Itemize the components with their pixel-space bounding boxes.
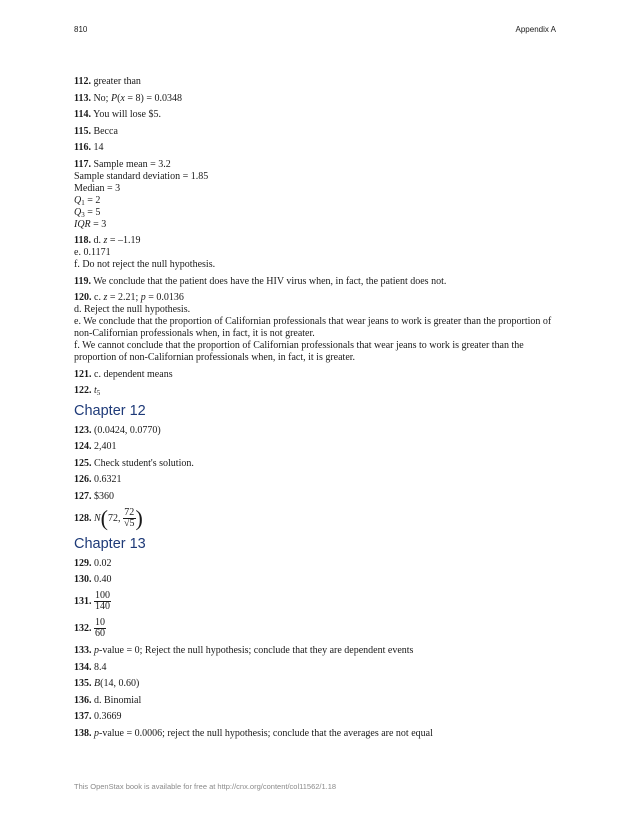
- answer-number: 137.: [74, 711, 92, 722]
- answer-number: 132.: [74, 622, 92, 634]
- answer-text: 14: [93, 142, 104, 153]
- answer-text: = 8) = 0.0348: [124, 92, 182, 104]
- answer-text: d. Binomial: [94, 694, 142, 706]
- answer-text: (0.0424, 0.0770): [94, 424, 161, 436]
- sample-sd: Sample standard deviation = 1.85: [74, 170, 209, 182]
- answer-number: 121.: [74, 368, 92, 380]
- answer-123: [74, 425, 556, 437]
- answer-text: 0.40: [94, 574, 112, 585]
- answer-number: 127.: [74, 490, 92, 502]
- part-e: e. We conclude that the proportion of Californian professionals that wear jeans to work is greater than the proportion of non-Californian professionals when, in fact, it is not greater.: [74, 316, 552, 339]
- answer-118: [74, 235, 556, 271]
- answer-text: -value = 0.0006; reject the null hypothesis; conclude that the averages are not equal: [99, 727, 433, 739]
- answer-128: [74, 505, 556, 530]
- p-symbol: p: [94, 645, 99, 656]
- answer-127: [74, 491, 556, 503]
- answer-number: 119.: [74, 275, 91, 287]
- answer-125: [74, 458, 556, 470]
- q3-value: = 5: [84, 206, 101, 218]
- fraction-numerator: 72: [124, 506, 135, 518]
- p-symbol: p: [94, 727, 99, 739]
- part-e: e. 0.1171: [74, 247, 111, 258]
- answer-number: 116.: [74, 142, 91, 153]
- z-symbol: z: [103, 235, 108, 246]
- section-title: Appendix A: [515, 25, 556, 34]
- answer-138: [74, 728, 556, 740]
- answer-number: 129.: [74, 557, 92, 569]
- answer-number: 133.: [74, 645, 92, 656]
- answer-text: 0.02: [94, 557, 112, 569]
- answer-text: You will lose $5.: [93, 109, 161, 120]
- answer-130: [74, 574, 556, 586]
- answer-text: 8.4: [94, 661, 107, 673]
- std-error-fraction: [123, 508, 136, 529]
- z-value: = –1.19: [107, 235, 141, 246]
- median: Median = 3: [74, 182, 121, 194]
- answer-124: [74, 441, 556, 453]
- answer-text: 0.3669: [94, 711, 122, 722]
- answer-113: 113. No; P(x = 8) = 0.0348: [74, 92, 182, 104]
- fraction-denominator: 60: [95, 628, 105, 639]
- chapter-12-heading: Chapter 12: [74, 402, 146, 419]
- answer-number: 124.: [74, 441, 92, 452]
- normal-symbol: N: [94, 512, 101, 524]
- p-symbol: p: [140, 292, 146, 303]
- answer-115: [74, 126, 556, 138]
- answer-132: [74, 618, 556, 639]
- chapter-13-heading: Chapter 13: [74, 535, 146, 552]
- right-paren: ): [135, 505, 143, 530]
- iqr-value: = 3: [90, 218, 107, 230]
- q3-symbol: Q: [74, 206, 82, 218]
- fraction-denominator: 140: [95, 601, 110, 612]
- part-f: f. We cannot conclude that the proportion of Californian professionals that wear jeans to work is greater than the proportion of non-Californian professionals when, in fact, it is greater.: [74, 340, 524, 363]
- answer-129: [74, 558, 556, 570]
- fraction: [94, 591, 111, 612]
- q1-symbol: Q: [74, 194, 82, 206]
- part-f: f. Do not reject the null hypothesis.: [74, 259, 216, 270]
- answer-133: [74, 645, 556, 657]
- answer-list: [74, 76, 556, 744]
- answer-number: 136.: [74, 694, 92, 706]
- answer-number: 117.: [74, 158, 91, 170]
- q1-subscript: 1: [81, 198, 85, 207]
- answer-text: (14, 0.60): [100, 678, 140, 689]
- part-d: d. Reject the null hypothesis.: [74, 304, 191, 315]
- fraction: [94, 618, 106, 639]
- answer-text: We conclude that the patient does have the HIV virus when, in fact, the patient does not.: [93, 275, 447, 287]
- answer-number: 115.: [74, 125, 91, 137]
- answer-number: 118.: [74, 235, 91, 246]
- answer-number: 130.: [74, 574, 92, 585]
- fraction-numerator: 10: [95, 617, 105, 628]
- part-label: d.: [93, 235, 104, 246]
- page-number: 810: [74, 25, 88, 34]
- answer-number: 126.: [74, 474, 92, 485]
- answer-134: [74, 662, 556, 674]
- sample-mean: Sample mean = 3.2: [93, 158, 171, 170]
- q3-subscript: 3: [81, 210, 85, 219]
- answer-112: [74, 76, 556, 88]
- variable-x: x: [120, 92, 125, 104]
- answer-120: [74, 292, 556, 364]
- answer-text: Becca: [93, 125, 118, 137]
- part-label: c.: [94, 292, 104, 303]
- iqr-symbol: IQR: [74, 218, 91, 230]
- answer-number: 125.: [74, 457, 92, 469]
- answer-number: 113.: [74, 92, 91, 104]
- mean-value: 72,: [108, 512, 121, 524]
- answer-122: [74, 385, 556, 397]
- left-paren: (: [100, 505, 108, 530]
- q1-line: [74, 195, 556, 207]
- prob-symbol: P: [110, 92, 118, 104]
- z-symbol: z: [103, 292, 108, 303]
- answer-137: [74, 711, 556, 723]
- answer-117: [74, 159, 556, 231]
- t-subscript: 5: [96, 389, 101, 397]
- z-value: = 2.21;: [107, 292, 141, 303]
- footer-note: This OpenStax book is available for free at http://cnx.org/content/col11562/1.18: [74, 782, 337, 791]
- binomial-symbol: B: [94, 678, 101, 689]
- answer-131: [74, 591, 556, 612]
- answer-119: [74, 276, 556, 288]
- answer-number: 138.: [74, 727, 92, 739]
- answer-number: 122.: [74, 385, 92, 396]
- answer-126: [74, 474, 556, 486]
- answer-text: c. dependent means: [94, 368, 173, 380]
- answer-text: -value = 0; Reject the null hypothesis; conclude that they are dependent events: [99, 645, 414, 656]
- answer-135: [74, 678, 556, 690]
- answer-text: 0.6321: [94, 474, 122, 485]
- fraction-denominator: √5: [124, 517, 135, 529]
- answer-number: 112.: [74, 76, 91, 87]
- answer-121: [74, 369, 556, 381]
- answer-text: No;: [93, 92, 111, 104]
- answer-116: [74, 142, 556, 154]
- t-symbol: t: [94, 385, 97, 396]
- answer-text: $360: [94, 490, 114, 502]
- answer-text: Check student's solution.: [94, 457, 194, 469]
- q1-value: = 2: [84, 194, 101, 206]
- p-value: = 0.0136: [145, 292, 184, 303]
- answer-number: 135.: [74, 678, 92, 689]
- answer-number: 128.: [74, 512, 92, 524]
- fraction-numerator: 100: [95, 590, 110, 601]
- answer-number: 114.: [74, 109, 91, 120]
- answer-114: [74, 109, 556, 121]
- q3-line: [74, 207, 556, 219]
- answer-number: 131.: [74, 595, 92, 607]
- answer-number: 134.: [74, 661, 92, 673]
- answer-text: 2,401: [94, 441, 117, 452]
- answer-text: greater than: [93, 76, 141, 87]
- answer-number: 123.: [74, 424, 92, 436]
- iqr-line: [74, 219, 556, 231]
- answer-number: 120.: [74, 292, 92, 303]
- answer-136: [74, 695, 556, 707]
